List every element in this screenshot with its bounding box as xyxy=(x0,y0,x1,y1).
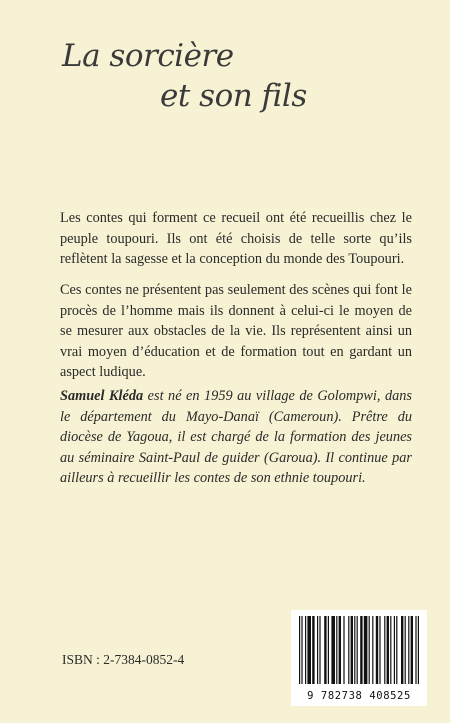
barcode-bar xyxy=(418,616,419,684)
barcode-bar xyxy=(317,616,318,684)
barcode-bar xyxy=(394,616,395,684)
summary-paragraph-1: Les contes qui forment ce recueil ont été recueillis chez le peuple toupouri. Ils ont été choisis de telle sorte qu’ils reflètent la sagesse et la conception du monde des Toupouri. xyxy=(60,210,412,267)
barcode-bars xyxy=(291,610,427,690)
barcode-bar xyxy=(379,616,380,684)
barcode xyxy=(291,610,427,706)
barcode-bar xyxy=(351,616,353,684)
barcode-bar xyxy=(343,616,344,684)
barcode-number: 9 782738 408525 xyxy=(307,690,411,702)
barcode-bar xyxy=(396,616,397,684)
barcode-bar xyxy=(328,616,329,684)
summary-paragraph-2: Ces contes ne présentent pas seulement des scènes qui font le procès de l’homme mais ils donnent à celui-ci le moyen de se mesurer aux obstacles de la vie. Ils représentent ainsi un vrai moyen d’éducation et de formation tout en gardant un aspect ludique. xyxy=(60,282,412,380)
barcode-bar xyxy=(354,616,355,684)
barcode-bar xyxy=(387,616,389,684)
barcode-bar xyxy=(331,616,335,684)
barcode-bar xyxy=(336,616,337,684)
barcode-bar xyxy=(339,616,341,684)
barcode-bar xyxy=(401,616,403,684)
barcode-bar xyxy=(319,616,320,684)
author-name: Samuel Kléda xyxy=(60,388,144,404)
barcode-bar xyxy=(324,616,326,684)
author-bio xyxy=(60,386,412,489)
barcode-bar xyxy=(305,616,306,684)
barcode-bar xyxy=(364,616,368,684)
barcode-bar xyxy=(299,616,300,684)
barcode-bar xyxy=(301,616,302,684)
barcode-bar xyxy=(348,616,349,684)
barcode-bar xyxy=(411,616,413,684)
barcode-bar xyxy=(384,616,385,684)
barcode-bar xyxy=(408,616,409,684)
barcode-bar xyxy=(415,616,416,684)
barcode-bar xyxy=(372,616,373,684)
barcode-bar xyxy=(357,616,358,684)
barcode-bar xyxy=(405,616,406,684)
book-title-line-2: et son fils xyxy=(160,78,307,114)
barcode-bar xyxy=(369,616,370,684)
barcode-bar xyxy=(360,616,362,684)
barcode-bar xyxy=(312,616,314,684)
barcode-bar xyxy=(376,616,378,684)
barcode-bar xyxy=(307,616,311,684)
isbn-label: ISBN : 2-7384-0852-4 xyxy=(62,652,185,667)
book-title-line-1: La sorcière xyxy=(62,38,234,74)
barcode-bar xyxy=(390,616,391,684)
author-bio-text: est né en 1959 au village de Golompwi, dans le département du Mayo-Danaï (Cameroun). Prêtre du diocèse de Yagoua, il est chargé de la formation des jeunes au séminaire Saint-Paul de guider (Garoua). Il continue par ailleurs à recueillir les contes de son ethnie toupouri. xyxy=(60,388,412,486)
